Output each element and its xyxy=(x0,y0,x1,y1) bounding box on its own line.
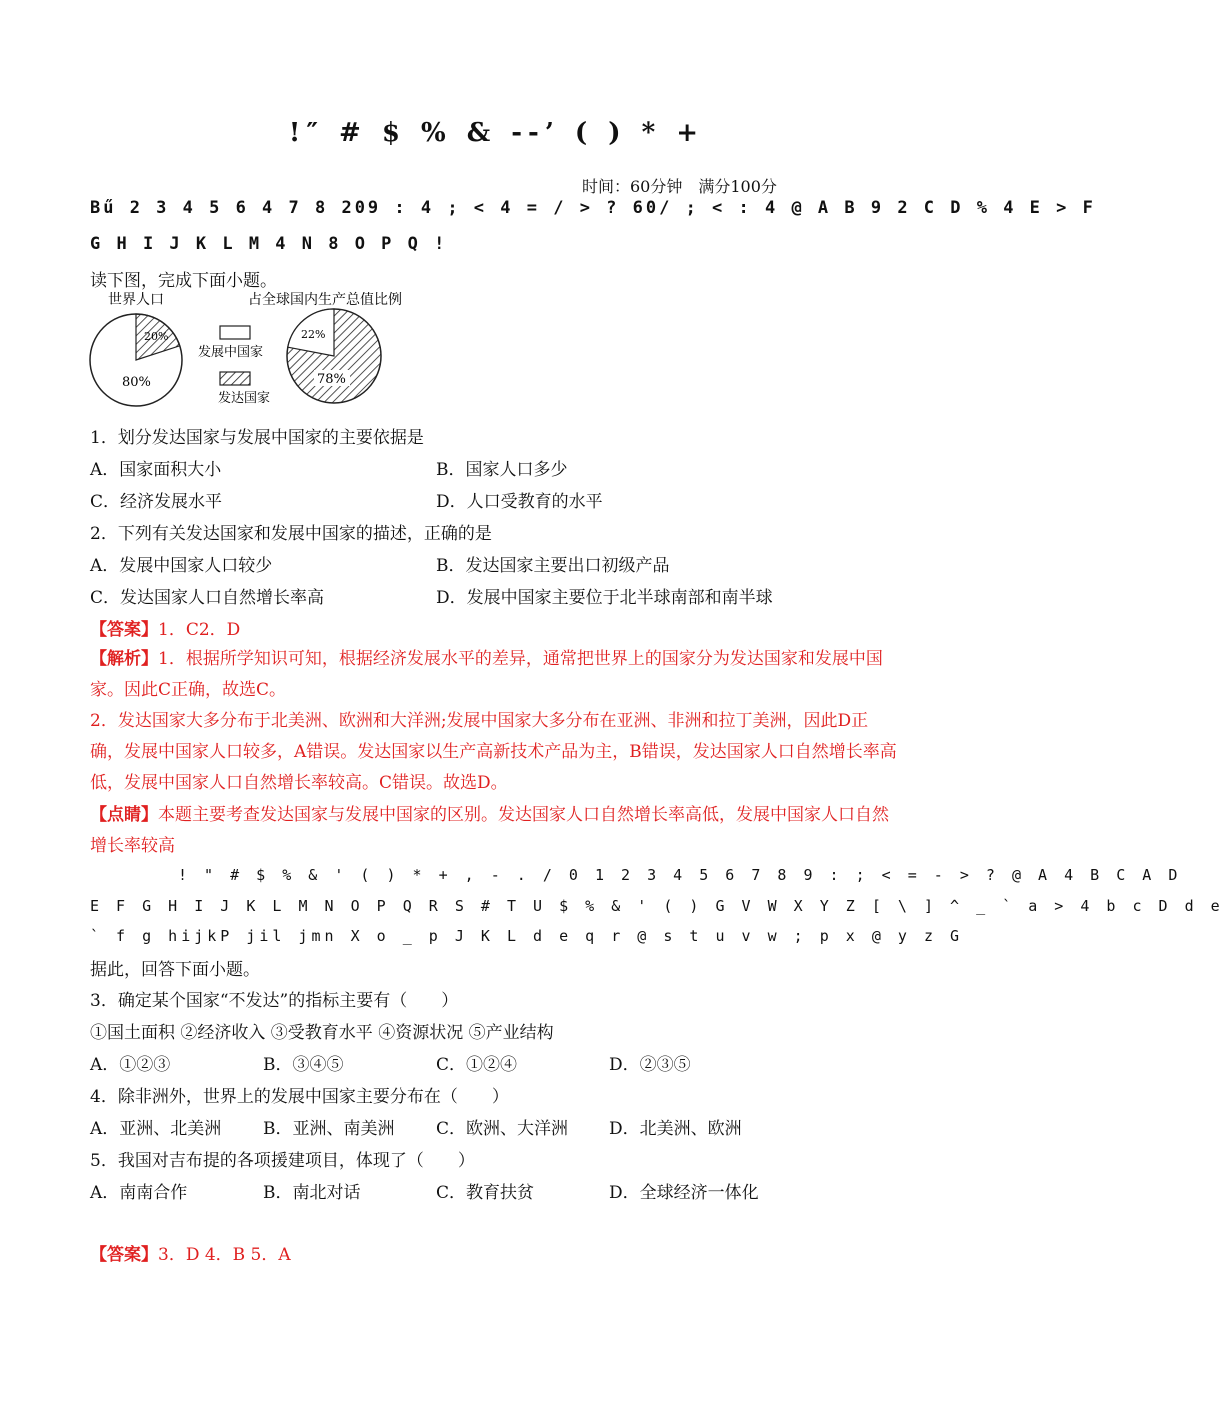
q4-option-b: B．亚洲、南美洲 xyxy=(263,1119,395,1139)
q1-option-c: C．经济发展水平 xyxy=(90,492,223,512)
document-title: !″ # $ % & --’ ( ) * + xyxy=(288,118,705,148)
garbled-block-line-1: ! " # $ % & ' ( ) * + , - . / 0 1 2 3 4 5 6 7 8 9 : ; < = - > ? @ A 4 B C A D xyxy=(178,866,1182,884)
q2-option-a: A．发展中国家人口较少 xyxy=(90,556,273,576)
q1-option-d: D．人口受教育的水平 xyxy=(436,492,603,512)
comment-tag: 【点睛】 xyxy=(90,805,158,825)
q3-option-a: A．①②③ xyxy=(90,1055,171,1075)
q3-items: ①国土面积 ②经济收入 ③受教育水平 ④资源状况 ⑤产业结构 xyxy=(90,1023,554,1043)
analysis-1 xyxy=(90,644,900,706)
right-small-label: 22% xyxy=(301,328,326,341)
analysis-1-text: 1．根据所学知识可知，根据经济发展水平的差异，通常把世界上的国家分为发达国家和发展中国家。因此C正确，故选C。 xyxy=(90,649,883,700)
q3-option-d: D．②③⑤ xyxy=(609,1055,691,1075)
q5-option-c: C．教育扶贫 xyxy=(436,1183,535,1203)
right-large-label: 78% xyxy=(317,372,346,387)
pie-chart-figure xyxy=(88,290,428,414)
answer-2-text: 3．D 4．B 5．A xyxy=(158,1245,291,1265)
analysis-2: 2．发达国家大多分布于北美洲、欧洲和大洋洲;发展中国家大多分布在亚洲、非洲和拉丁美洲，因此D正确，发展中国家人口较多，A错误。发达国家以生产高新技术产品为主，B错误，发达国家人口自然增长率高低，发展中国家人口自然增长率较高。C错误。故选D。 xyxy=(90,711,897,793)
q2-option-b: B．发达国家主要出口初级产品 xyxy=(436,556,670,576)
time-info: 时间：60分钟 满分100分 xyxy=(582,177,777,196)
right-pie-title: 占全球国内生产总值比例 xyxy=(248,292,402,308)
garbled-block-line-2: E F G H I J K L M N O P Q R S # T U $ % & ' ( ) G V W X Y Z [ \ ] ^ _ ` a > 4 b c D d e xyxy=(90,897,1224,915)
q5-option-b: B．南北对话 xyxy=(263,1183,361,1203)
q3-option-b: B．③④⑤ xyxy=(263,1055,344,1075)
legend-label-developed: 发达国家 xyxy=(218,391,271,406)
garbled-block-line-3: ` f g hijkP jil jmn X o _ p J K L d e q r @ s t u v w ; p x @ y z G xyxy=(90,927,964,945)
answer-1 xyxy=(90,615,240,640)
answer-2-tag: 【答案】 xyxy=(90,1245,158,1265)
pie-chart-svg xyxy=(88,290,428,410)
garbled-header-line-2: G H I J K L M 4 N 8 O P Q ! xyxy=(90,234,448,254)
legend-swatch-developed xyxy=(220,372,250,385)
analysis-1-tag: 【解析】 xyxy=(90,649,158,669)
answer-1-text: 1．C2．D xyxy=(158,620,241,640)
q5-stem: 5．我国对吉布提的各项援建项目，体现了（ ） xyxy=(90,1151,475,1171)
comment-text: 本题主要考查发达国家与发展中国家的区别。发达国家人口自然增长率高低，发展中国家人口自然增长率较高 xyxy=(90,805,889,856)
left-pie-title: 世界人口 xyxy=(108,292,164,308)
q5-option-a: A．南南合作 xyxy=(90,1183,188,1203)
garbled-header-line-1: Bű 2 3 4 5 6 4 7 8 209 : 4 ; < 4 = / > ? 60/ ; < : 4 @ A B 9 2 C D % 4 E > F xyxy=(90,198,1096,218)
intro-text-1: 读下图，完成下面小题。 xyxy=(90,271,277,291)
q4-option-a: A．亚洲、北美洲 xyxy=(90,1119,222,1139)
intro-text-2: 据此，回答下面小题。 xyxy=(90,960,260,980)
left-small-label: 20% xyxy=(144,330,169,343)
q4-stem: 4．除非洲外，世界上的发展中国家主要分布在（ ） xyxy=(90,1087,509,1107)
q5-option-d: D．全球经济一体化 xyxy=(609,1183,759,1203)
q1-option-b: B．国家人口多少 xyxy=(436,460,568,480)
legend-swatch-developing xyxy=(220,326,250,339)
answer-2 xyxy=(90,1240,291,1265)
legend-label-developing: 发展中国家 xyxy=(198,345,264,360)
left-large-label: 80% xyxy=(122,375,151,390)
q4-option-d: D．北美洲、欧洲 xyxy=(609,1119,742,1139)
q2-stem: 2．下列有关发达国家和发展中国家的描述，正确的是 xyxy=(90,524,492,544)
q2-option-d: D．发展中国家主要位于北半球南部和南半球 xyxy=(436,588,773,608)
q3-option-c: C．①②④ xyxy=(436,1055,518,1075)
q1-option-a: A．国家面积大小 xyxy=(90,460,222,480)
q3-stem: 3．确定某个国家“不发达”的指标主要有（ ） xyxy=(90,991,459,1011)
q2-option-c: C．发达国家人口自然增长率高 xyxy=(90,588,325,608)
q1-stem: 1．划分发达国家与发展中国家的主要依据是 xyxy=(90,428,424,448)
answer-1-tag: 【答案】 xyxy=(90,620,158,640)
comment xyxy=(90,800,900,862)
q4-option-c: C．欧洲、大洋洲 xyxy=(436,1119,569,1139)
